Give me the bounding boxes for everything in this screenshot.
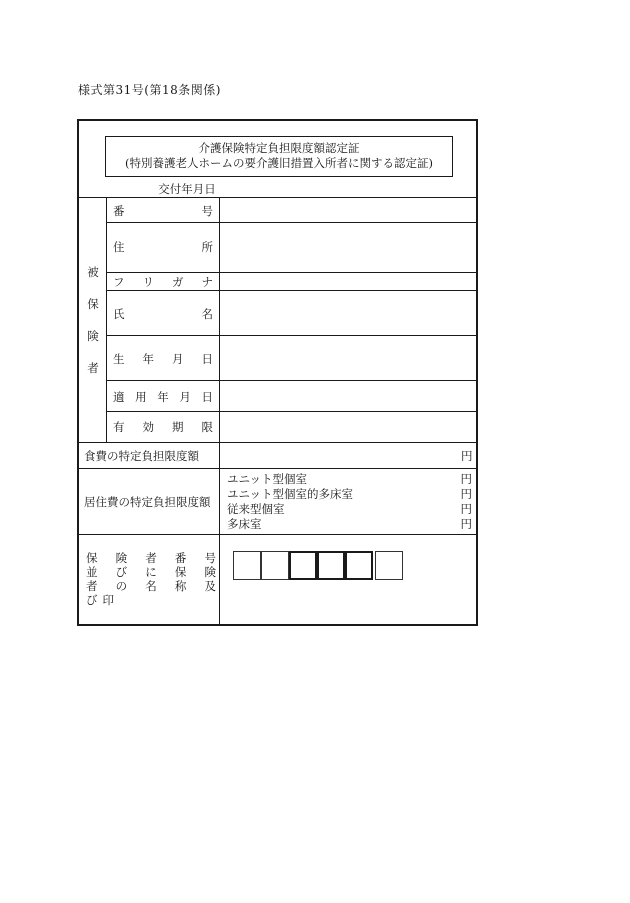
room-type-row	[227, 472, 472, 486]
insured-label-char: 険	[87, 329, 99, 343]
number-label: 番 号	[113, 204, 213, 218]
valid-period-label: 有 効 期 限	[113, 420, 213, 434]
room-type-name: 多床室	[227, 517, 262, 531]
name-label: 氏 名	[113, 307, 213, 321]
insurer-number-box[interactable]	[289, 551, 317, 580]
insurer-label-row: び 印	[86, 593, 114, 607]
issue-date-label: 交付年月日	[158, 182, 216, 196]
room-type-row	[227, 517, 472, 531]
insurer-label-row: 並 び に 保 険	[86, 565, 216, 579]
room-type-unit: 円	[460, 517, 472, 531]
divider	[219, 197, 220, 626]
insured-label-char: 保	[87, 297, 99, 311]
room-type-name: 従来型個室	[227, 502, 285, 516]
furigana-label: フ リ ガ ナ	[113, 275, 213, 289]
insurer-number-box[interactable]	[317, 551, 345, 580]
insurer-label-row: 者 の 名 称 及	[86, 579, 216, 593]
divider	[79, 468, 476, 469]
insurer-label-row: 保 険 者 番 号	[86, 551, 216, 565]
room-type-unit: 円	[460, 502, 472, 516]
divider	[106, 335, 476, 336]
divider	[106, 411, 476, 412]
insurer-number-box[interactable]	[345, 551, 373, 580]
divider	[106, 272, 476, 273]
certificate-card	[77, 119, 478, 626]
residence-cost-label: 居住費の特定負担限度額	[84, 495, 211, 509]
applicable-date-label: 適 用 年 月 日	[113, 390, 213, 404]
divider	[79, 442, 476, 443]
divider	[79, 534, 476, 535]
insured-label-char: 者	[87, 361, 99, 375]
insured-group-label	[85, 256, 101, 384]
divider	[106, 290, 476, 291]
room-type-name: ユニット型個室	[227, 472, 308, 486]
room-type-name: ユニット型個室的多床室	[227, 487, 354, 501]
certificate-subtitle: (特別養護老人ホームの要介護旧措置入所者に関する認定証)	[125, 156, 433, 170]
food-cost-label: 食費の特定負担限度額	[84, 449, 199, 463]
divider	[106, 380, 476, 381]
insurer-number-box[interactable]	[233, 551, 261, 580]
insured-label-char: 被	[87, 265, 99, 279]
certificate-title-box	[105, 136, 453, 177]
address-label: 住 所	[113, 240, 213, 254]
form-number: 様式第31号(第18条関係)	[78, 83, 221, 97]
divider	[106, 222, 476, 223]
divider	[106, 197, 107, 442]
room-type-row	[227, 502, 472, 516]
certificate-title: 介護保険特定負担限度額認定証	[198, 141, 360, 155]
birthdate-label: 生 年 月 日	[113, 352, 213, 366]
insurer-number-box[interactable]	[261, 551, 289, 580]
food-cost-unit: 円	[461, 449, 473, 463]
room-type-unit: 円	[460, 472, 472, 486]
room-type-unit: 円	[460, 487, 472, 501]
insurer-label	[86, 551, 216, 607]
room-type-row	[227, 487, 472, 501]
insurer-number-box[interactable]	[375, 551, 403, 580]
divider	[79, 197, 476, 198]
